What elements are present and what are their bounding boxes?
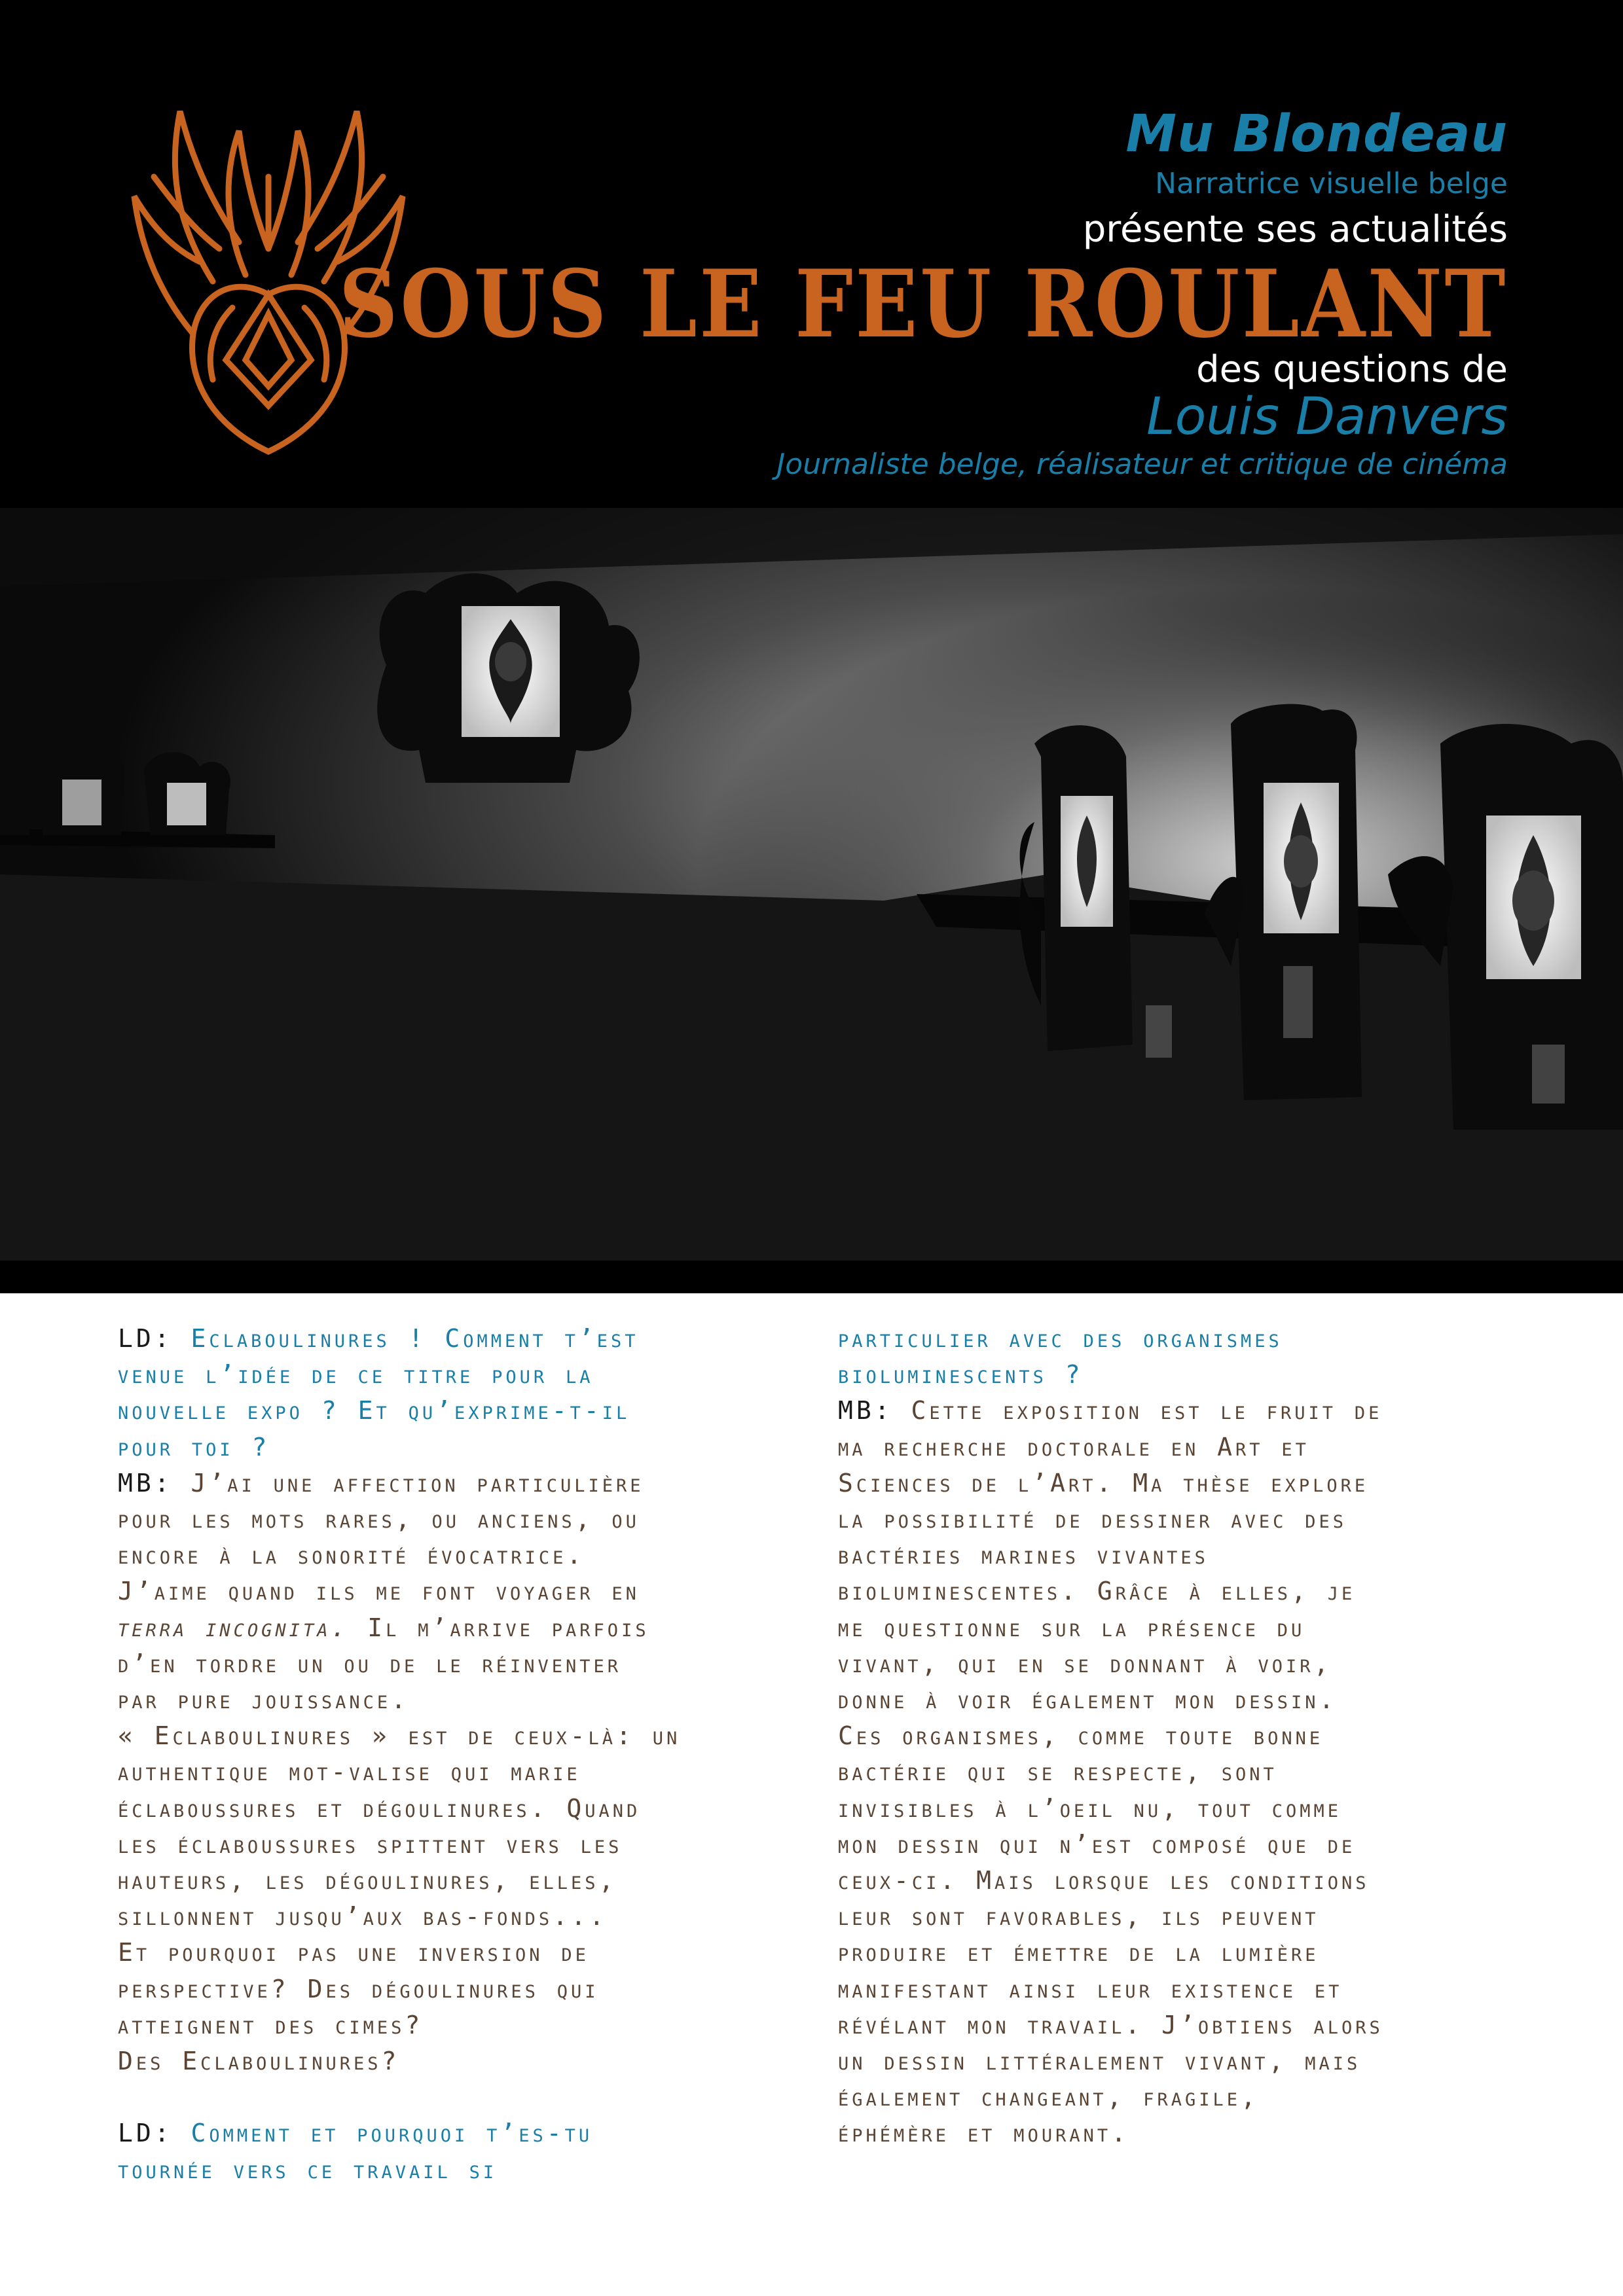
question-2-line: bioluminescents ? [838, 1360, 1084, 1390]
answer-1-line [118, 1465, 799, 1501]
presents-text: présente ses actualités [1082, 208, 1508, 251]
author-role: Narratrice visuelle belge [1155, 167, 1508, 200]
answer-2-line: vivant, qui en se donnant à voir, [838, 1649, 1332, 1678]
answer-2-line: ma recherche doctorale en Art et [838, 1432, 1309, 1462]
answer-1-line: sillonnent jusqu’aux bas-fonds... [118, 1902, 608, 1931]
answer-2-line: manifestant ainsi leur existence et [838, 1974, 1343, 2003]
answer-1-line: « Eclaboulinures » est de ceux-là: un [118, 1721, 681, 1751]
answer-2-line: invisibles à l’oeil nu, tout comme [838, 1793, 1342, 1823]
answer-1-line: authentique mot-valise qui marie [118, 1757, 581, 1787]
interview-column-right [838, 1321, 1519, 2152]
question-1-line: venue l’idée de ce titre pour la [118, 1360, 594, 1390]
answer-1-line: pour les mots rares, ou anciens, ou [118, 1505, 640, 1534]
answer-2-line: mon dessin qui n’est composé que de [838, 1829, 1356, 1859]
question-2-line: tournée vers ce travail si [118, 2155, 498, 2184]
questions-by-text: des questions de [1196, 348, 1508, 391]
answer-2-line: leur sont favorables, ils peuvent [838, 1902, 1319, 1931]
speaker-mb: MB: [118, 1468, 173, 1498]
interviewer-name: Louis Danvers [1146, 387, 1508, 446]
gallery-scene [0, 508, 1623, 1293]
exhibition-photo [0, 508, 1623, 1293]
answer-2-line: un dessin littéralement vivant, mais [838, 2047, 1361, 2076]
speaker-ld: LD: [118, 1324, 173, 1353]
answer-2-line: bactéries marines vivantes [838, 1541, 1209, 1570]
speaker-ld: LD: [118, 2119, 173, 2148]
answer-2-line: la possibilité de dessiner avec des [838, 1505, 1347, 1534]
answer-2-line: également changeant, fragile, [838, 2083, 1259, 2112]
speaker-mb: MB: [838, 1396, 893, 1426]
answer-1-line: perspective? Des dégoulinures qui [118, 1974, 599, 2003]
answer-2-line: éphémère et mourant. [838, 2119, 1129, 2148]
answer-2-line: bioluminescentes. Grâce à elles, je [838, 1577, 1356, 1606]
question-1-line: nouvelle expo ? Et qu’exprime-t-il [118, 1396, 630, 1426]
answer-1-line [118, 1610, 799, 1646]
answer-1-line: les éclaboussures spittent vers les [118, 1829, 623, 1859]
answer-1-line: J’aime quand ils me font voyager en [118, 1577, 640, 1606]
header [0, 0, 1623, 508]
question-2-line [118, 2115, 799, 2151]
answer-2-line [838, 1393, 1519, 1429]
question-2-line: particulier avec des organismes [838, 1324, 1283, 1353]
answer-1-text: J’ai une affection particulière [191, 1468, 644, 1498]
answer-2-line: révélant mon travail. J’obtiens alors [838, 2010, 1383, 2039]
question-1-line [118, 1321, 799, 1357]
answer-1-line: atteignent des cimes? [118, 2010, 424, 2039]
answer-2-line: ceux-ci. Mais lorsque les conditions [838, 1866, 1370, 1895]
author-name: Mu Blondeau [1125, 105, 1508, 164]
answer-1-line: d’en tordre un ou de le réinventer [118, 1649, 622, 1678]
main-title: SOUS LE FEU ROULANT [338, 250, 1508, 359]
answer-2-text: Cette exposition est le fruit de [911, 1396, 1383, 1426]
answer-1-line: Des Eclaboulinures? [118, 2047, 400, 2076]
answer-2-line: Sciences de l’Art. Ma thèse explore [838, 1468, 1369, 1498]
answer-2-line: Ces organismes, comme toute bonne [838, 1721, 1324, 1751]
answer-2-line: bactérie qui se respecte, sont [838, 1757, 1277, 1787]
answer-2-line: me questionne sur la présence du [838, 1613, 1305, 1642]
question-1-line: pour toi ? [118, 1432, 270, 1462]
answer-1-line: Et pourquoi pas une inversion de [118, 1938, 589, 1967]
answer-1-line: encore à la sonorité évocatrice. [118, 1541, 585, 1570]
question-1-text: Eclaboulinures ! Comment t’est [191, 1324, 639, 1353]
spacer [118, 2079, 799, 2115]
answer-2-line: produire et émettre de la lumière [838, 1938, 1319, 1967]
answer-1-line: hauteurs, les dégoulinures, elles, [118, 1866, 617, 1895]
interview-column-left [118, 1321, 799, 2188]
answer-1-line: éclaboussures et dégoulinures. Quand [118, 1793, 641, 1823]
italic-phrase: terra incognita. [118, 1613, 350, 1642]
question-2-text: Comment et pourquoi t’es-tu [191, 2119, 593, 2148]
answer-1-line: par pure jouissance. [118, 1685, 409, 1715]
interviewer-role: Journaliste belge, réalisateur et critique de cinéma [776, 448, 1508, 481]
answer-1-text: Il m’arrive parfois [367, 1613, 649, 1642]
answer-2-line: donne à voir également mon dessin. [838, 1685, 1338, 1715]
